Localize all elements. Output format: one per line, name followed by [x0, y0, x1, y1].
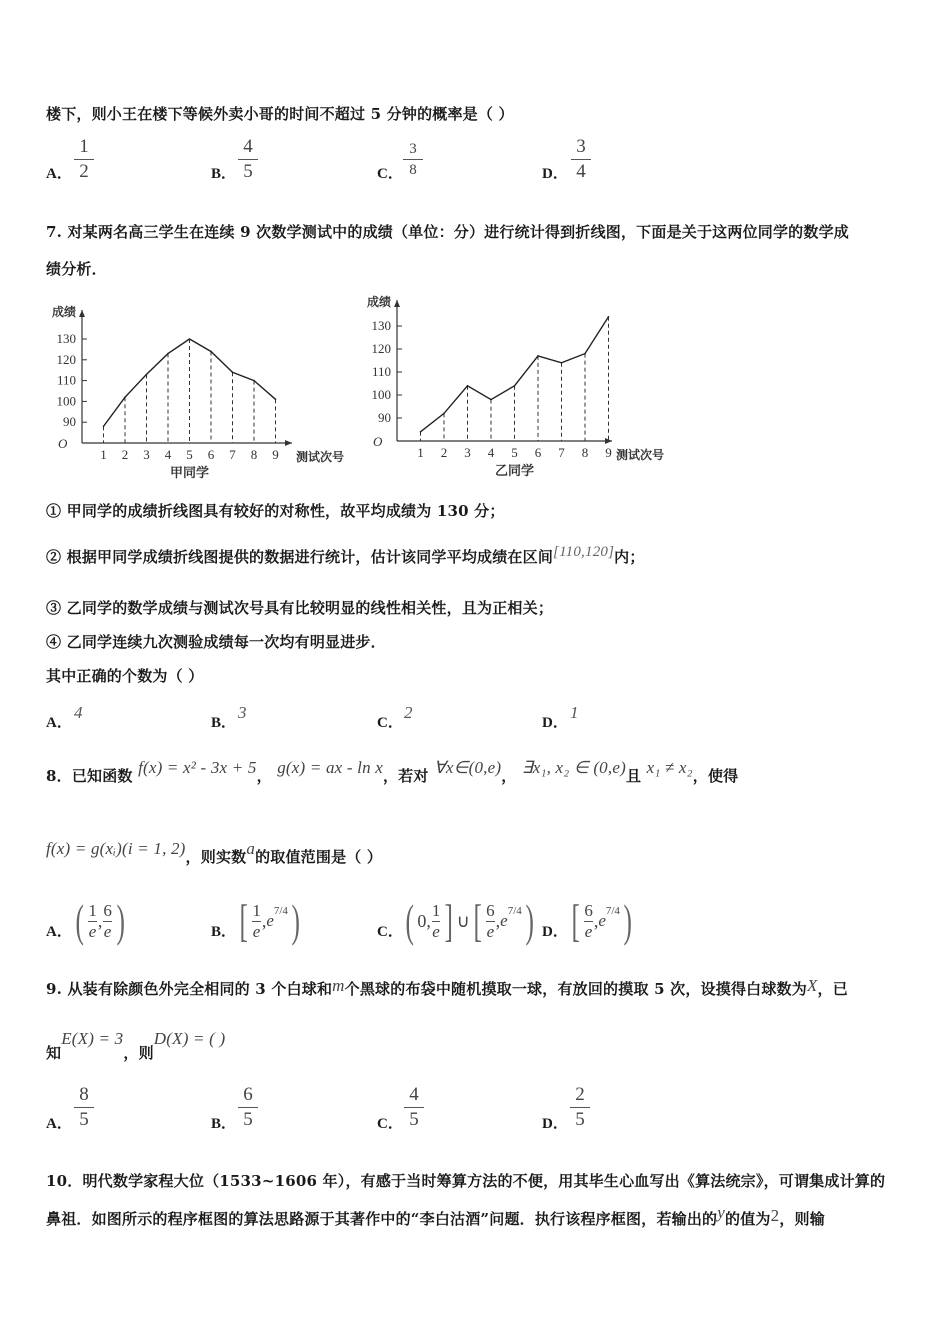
x-tick-label: 5: [511, 445, 518, 460]
x-tick-label: 6: [534, 445, 542, 460]
dx-expr: D(X) = ( ): [153, 1029, 226, 1048]
x-axis-label: 测试次号: [296, 450, 345, 464]
chart-title: 乙同学: [494, 463, 535, 478]
output-value: 2: [770, 1206, 780, 1225]
q8-option-c-expr: ( 0, 1 e ] ∪ [ 6 e , e 7/4 ): [405, 895, 534, 946]
data-point: [189, 338, 191, 340]
q9-option-d-fraction: 2 5: [568, 1084, 592, 1131]
q6-tail-text: 楼下，则小王在楼下等候外卖小哥的时间不超过 5 分钟的概率是（ ）: [46, 105, 514, 123]
y-tick-label: 110: [371, 364, 391, 379]
x-tick-label: 5: [186, 447, 193, 462]
q7-option-c-label: C．: [377, 715, 403, 731]
q9-stem-line1: 9. 从装有除颜色外完全相同的 3 个白球和m个黑球的布袋中随机摸取一球，有放回的摸取 5 次，设摸得白球数为X，已: [46, 976, 848, 998]
data-point: [103, 426, 105, 428]
q7-stem-line1: 7. 对某两名高三学生在连续 9 次数学测试中的成绩（单位：分）进行统计得到折线图，下面是关于这两位同学的数学成: [46, 223, 849, 241]
q7-ask: 其中正确的个数为（ ）: [46, 667, 204, 685]
data-point: [561, 362, 563, 364]
q6-option-a-label: A．: [46, 166, 72, 182]
y-tick-label: 110: [56, 372, 76, 388]
q7-statement-3: ③ 乙同学的数学成绩与测试次号具有比较明显的线性相关性，且为正相关；: [46, 599, 554, 617]
data-point: [584, 353, 586, 355]
y-axis-arrow: [394, 300, 400, 307]
exists-expr: ∃x₁, x₂ ∈ (0,e): [521, 758, 626, 777]
q7-option-c-value: 2: [404, 703, 413, 722]
interval-expr: [110,120]: [553, 544, 615, 560]
data-point: [146, 374, 148, 376]
q6-option-b-label: B．: [211, 166, 237, 182]
q7-option-a-label: A．: [46, 715, 72, 731]
var-m: m: [332, 976, 345, 995]
q6-option-a-fraction: 1 2: [72, 136, 96, 183]
q6-option-c-label: C．: [377, 166, 403, 182]
x-tick-label: 4: [164, 447, 172, 462]
q8-stem-line1: 8．已知函数 f(x) = x² - 3x + 5， g(x) = ax - ln x，若对 ∀x∈(0,e)， ∃x₁, x₂ ∈ (0,e)且 x₁ ≠ x₂，使得: [46, 758, 739, 785]
y-tick-label: 120: [371, 341, 391, 356]
x-tick-label: 4: [487, 445, 495, 460]
q7-option-d-label: D．: [542, 715, 568, 731]
origin-label: O: [58, 436, 68, 451]
data-point: [275, 399, 277, 401]
data-point: [537, 355, 539, 357]
x-tick-label: 7: [229, 447, 236, 462]
chart-jia-svg: [40, 300, 370, 480]
y-tick-label: 120: [56, 351, 76, 367]
q8-option-c-label: C．: [377, 924, 403, 940]
x-tick-label: 8: [250, 447, 258, 462]
y-tick-label: 100: [371, 387, 391, 402]
y-tick-label: 130: [371, 318, 391, 333]
q7-option-b-label: B．: [211, 715, 237, 731]
q7-option-b-value: 3: [238, 703, 247, 722]
data-point: [232, 371, 234, 373]
g-expr: g(x) = ax - ln x: [277, 758, 383, 777]
q7-statement-1: ① 甲同学的成绩折线图具有较好的对称性，故平均成绩为 130 分；: [46, 502, 505, 520]
ex-expr: E(X) = 3: [61, 1029, 124, 1048]
x-tick-label: 3: [464, 445, 471, 460]
y-tick-label: 90: [378, 410, 391, 425]
q10-stem-line1: 10．明代数学家程大位（1533~1606 年），有感于当时筹算方法的不便，用其毕生心血写出《算法统宗》，可谓集成计算的: [46, 1172, 886, 1190]
q8-option-a-label: A．: [46, 924, 72, 940]
neq-expr: x₁ ≠ x₂: [646, 758, 693, 777]
data-point: [124, 396, 126, 398]
y-tick-label: 90: [63, 414, 76, 430]
q7-stem-line2: 绩分析．: [46, 260, 107, 278]
data-point: [253, 380, 255, 382]
q9-option-d-label: D．: [542, 1116, 568, 1132]
eq-expr: f(x) = g(xᵢ)(i = 1, 2): [46, 839, 186, 858]
q9-option-c-label: C．: [377, 1116, 403, 1132]
y-axis-arrow: [79, 310, 85, 317]
data-point: [443, 413, 445, 415]
var-X: X: [806, 976, 818, 995]
x-tick-label: 7: [558, 445, 565, 460]
x-tick-label: 6: [207, 447, 215, 462]
q6-option-d-label: D．: [542, 166, 568, 182]
q9-option-a-label: A．: [46, 1116, 72, 1132]
f-expr: f(x) = x² - 3x + 5: [138, 758, 257, 777]
q7-statement-2: ② 根据甲同学成绩折线图提供的数据进行统计，估计该同学平均成绩在区间[110,120]内；: [46, 544, 645, 566]
data-point: [210, 351, 212, 353]
x-tick-label: 8: [581, 445, 589, 460]
q9-option-b-label: B．: [211, 1116, 237, 1132]
data-point: [490, 399, 492, 401]
data-point: [167, 353, 169, 355]
q8-option-b-label: B．: [211, 924, 237, 940]
q7-option-d-value: 1: [570, 703, 579, 722]
q8-stem-line2: f(x) = g(xᵢ)(i = 1, 2)，则实数a的取值范围是（ ）: [46, 839, 383, 866]
x-axis-label: 测试次号: [616, 448, 665, 462]
data-point: [467, 385, 469, 387]
y-tick-label: 100: [56, 393, 76, 409]
q9-stem-line2: 知E(X) = 3，则D(X) = ( ): [46, 1029, 226, 1062]
chart-title: 甲同学: [169, 465, 210, 480]
q10-stem-line2: 鼻祖．如图所示的程序框图的算法思路源于其著作中的“李白沽酒”问题．执行该程序框图，若输出的y的值为2，则输: [46, 1203, 825, 1228]
forall-expr: ∀x∈(0,e): [434, 758, 502, 777]
q9-option-a-fraction: 8 5: [72, 1084, 96, 1131]
x-tick-label: 9: [272, 447, 279, 462]
x-tick-label: 2: [121, 447, 129, 462]
x-tick-label: 9: [605, 445, 612, 460]
q8-option-d-expr: [ 6 e , e 7/4 ): [571, 895, 632, 946]
chart-jia: [40, 300, 370, 484]
var-a: a: [246, 839, 256, 858]
q9-option-c-fraction: 4 5: [402, 1084, 426, 1131]
q9-option-b-fraction: 6 5: [236, 1084, 260, 1131]
q6-option-b-fraction: 4 5: [236, 136, 260, 183]
x-tick-label: 2: [440, 445, 448, 460]
chart-yi-svg: [350, 292, 690, 480]
q8-option-d-label: D．: [542, 924, 568, 940]
y-axis-label: 成绩: [51, 305, 76, 319]
q8-option-a-expr: ( 1 e , 6 e ): [75, 895, 125, 946]
q6-option-c-fraction: 3 8: [401, 140, 425, 179]
x-tick-label: 1: [100, 447, 107, 462]
q6-option-d-fraction: 3 4: [569, 136, 593, 183]
data-point: [420, 431, 422, 433]
origin-label: O: [373, 434, 383, 449]
x-tick-label: 3: [143, 447, 150, 462]
q7-option-a-value: 4: [74, 703, 83, 722]
var-y: y: [717, 1203, 726, 1222]
data-point: [608, 316, 610, 318]
chart-yi: [350, 292, 690, 484]
y-tick-label: 130: [56, 331, 76, 346]
data-point: [514, 385, 516, 387]
q7-statement-4: ④ 乙同学连续九次测验成绩每一次均有明显进步．: [46, 633, 386, 651]
x-tick-label: 1: [417, 445, 424, 460]
x-axis-arrow: [285, 440, 292, 446]
y-axis-label: 成绩: [366, 295, 391, 309]
q8-option-b-expr: [ 1 e , e 7/4 ): [239, 895, 300, 946]
